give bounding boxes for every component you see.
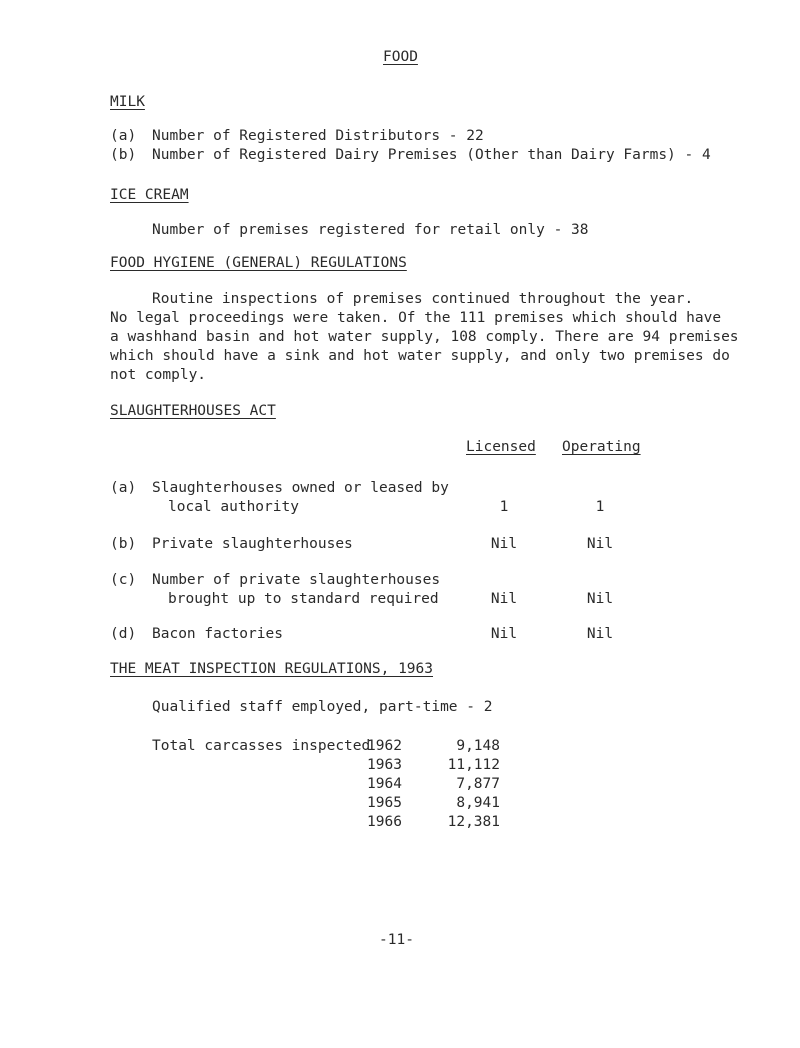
operating-value: Nil <box>586 591 614 607</box>
operating-value: Nil <box>586 626 614 642</box>
carcass-year: 1966 <box>367 814 402 830</box>
hygiene-line: which should have a sink and hot water supply, and only two premises do <box>110 348 730 364</box>
ice-cream-heading: ICE CREAM <box>110 187 189 203</box>
col-operating-header: Operating <box>562 439 641 455</box>
hygiene-line: a washhand basin and hot water supply, 108 comply. There are 94 premises <box>110 329 739 345</box>
operating-value: 1 <box>595 499 605 515</box>
carcass-year: 1963 <box>367 757 402 773</box>
meat-staff: Qualified staff employed, part-time - 2 <box>152 699 493 715</box>
milk-item-text: Number of Registered Dairy Premises (Other than Dairy Farms) - 4 <box>152 147 711 163</box>
carcass-year: 1962 <box>367 738 402 754</box>
carcass-count: 11,112 <box>447 757 500 773</box>
carcasses-label: Total carcasses inspected <box>152 738 371 754</box>
licensed-value: 1 <box>499 499 509 515</box>
hygiene-line: not comply. <box>110 367 207 383</box>
meat-heading: THE MEAT INSPECTION REGULATIONS, 1963 <box>110 661 434 677</box>
milk-item-marker: (a) <box>110 128 137 144</box>
page-title: FOOD <box>383 49 418 65</box>
slaughter-row-label: Slaughterhouses owned or leased by <box>152 480 449 496</box>
slaughter-row-marker: (a) <box>110 480 137 496</box>
licensed-value: Nil <box>490 536 518 552</box>
milk-item-marker: (b) <box>110 147 137 163</box>
ice-cream-text: Number of premises registered for retail only - 38 <box>152 222 589 238</box>
slaughter-row-label: brought up to standard required <box>168 591 439 607</box>
hygiene-line: Routine inspections of premises continued throughout the year. <box>152 291 694 307</box>
slaughter-row-label: local authority <box>168 499 299 515</box>
carcass-count: 8,941 <box>456 795 500 811</box>
hygiene-heading: FOOD HYGIENE (GENERAL) REGULATIONS <box>110 255 407 271</box>
slaughter-row-marker: (b) <box>110 536 137 552</box>
slaughter-row-marker: (d) <box>110 626 137 642</box>
licensed-value: Nil <box>490 626 518 642</box>
slaughter-row-label: Number of private slaughterhouses <box>152 572 441 588</box>
col-licensed-header: Licensed <box>466 439 536 455</box>
operating-value: Nil <box>586 536 614 552</box>
milk-item-text: Number of Registered Distributors - 22 <box>152 128 484 144</box>
hygiene-line: No legal proceedings were taken. Of the 111 premises which should have <box>110 310 722 326</box>
carcass-count: 7,877 <box>456 776 500 792</box>
slaughter-row-label: Bacon factories <box>152 626 283 642</box>
slaughter-row-marker: (c) <box>110 572 137 588</box>
carcass-count: 9,148 <box>456 738 500 754</box>
page-number: -11- <box>379 932 414 948</box>
milk-heading: MILK <box>110 94 145 110</box>
slaughter-row-label: Private slaughterhouses <box>152 536 353 552</box>
carcass-count: 12,381 <box>447 814 500 830</box>
licensed-value: Nil <box>490 591 518 607</box>
slaughter-heading: SLAUGHTERHOUSES ACT <box>110 403 276 419</box>
carcass-year: 1964 <box>367 776 402 792</box>
carcass-year: 1965 <box>367 795 402 811</box>
